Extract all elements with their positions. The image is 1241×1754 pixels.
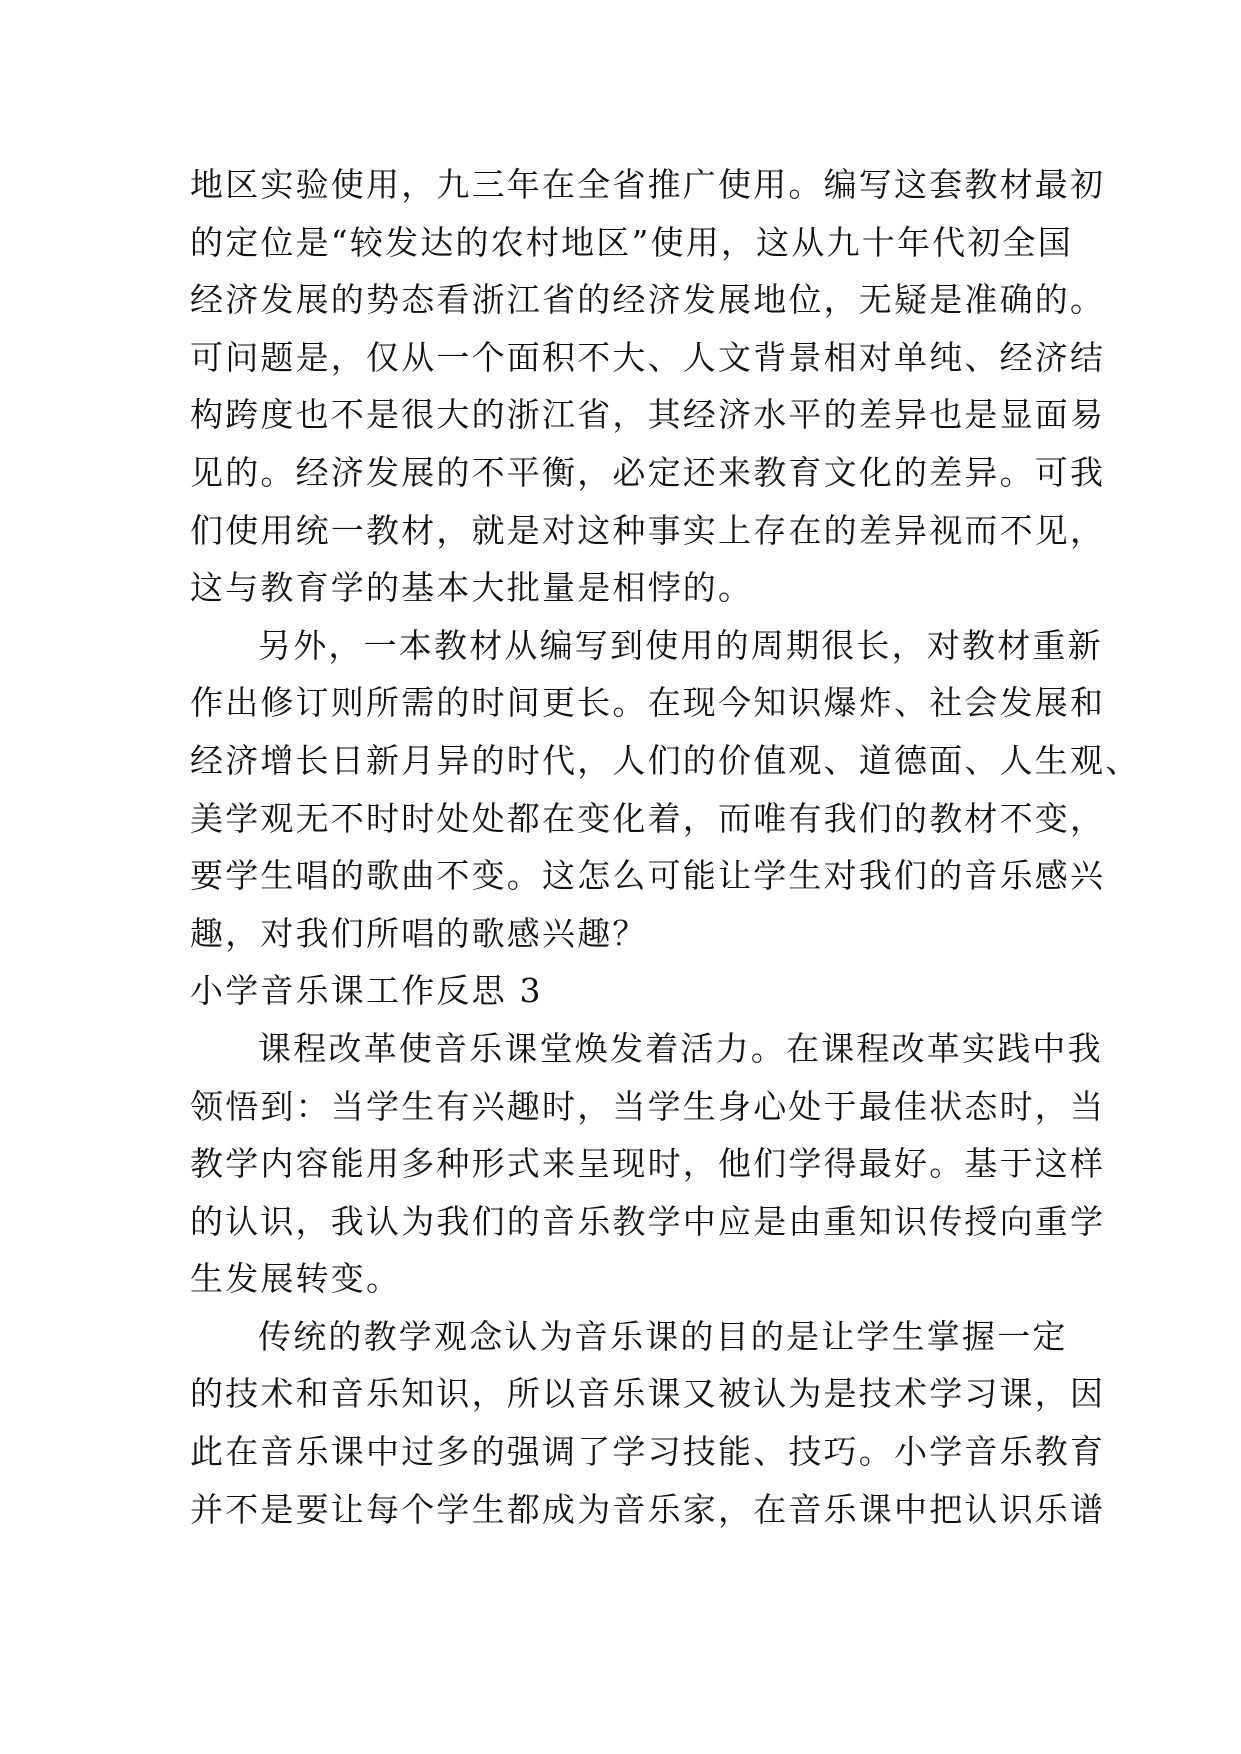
text-line: 的认识，我认为我们的音乐教学中应是由重知识传授向重学 xyxy=(190,1201,1106,1241)
paragraph-first-line: 另外，一本教材从编写到使用的周期很长，对教材重新 xyxy=(258,625,1103,665)
text-line: 这与教育学的基本大批量是相悖的。 xyxy=(190,568,754,608)
text-line: 们使用统一教材，就是对这种事实上存在的差异视而不见， xyxy=(190,510,1106,550)
text-line: 构跨度也不是很大的浙江省，其经济水平的差异也是显面易 xyxy=(190,395,1106,435)
text-line: 并不是要让每个学生都成为音乐家，在音乐课中把认识乐谱 xyxy=(190,1489,1106,1529)
text-line: 经济发展的势态看浙江省的经济发展地位，无疑是准确的。 xyxy=(190,280,1106,320)
text-line: 作出修订则所需的时间更长。在现今知识爆炸、社会发展和 xyxy=(190,683,1106,723)
document-body xyxy=(190,156,1141,1538)
text-line: 趣，对我们所唱的歌感兴趣？ xyxy=(190,913,648,953)
text-line: 领悟到：当学生有兴趣时，当学生身心处于最佳状态时，当 xyxy=(190,1086,1106,1126)
text-line: 此在音乐课中过多的强调了学习技能、技巧。小学音乐教育 xyxy=(190,1432,1106,1472)
text-line: 的定位是“较发达的农村地区”使用，这从九十年代初全国 xyxy=(190,222,1073,262)
section-heading: 小学音乐课工作反思 3 xyxy=(190,971,543,1011)
text-line: 地区实验使用，九三年在全省推广使用。编写这套教材最初 xyxy=(190,165,1106,204)
text-line: 见的。经济发展的不平衡，必定还来教育文化的差异。可我 xyxy=(190,452,1106,492)
text-line: 生发展转变。 xyxy=(190,1259,402,1299)
paragraph-first-line: 课程改革使音乐课堂焕发着活力。在课程改革实践中我 xyxy=(258,1028,1103,1068)
text-line: 经济增长日新月异的时代，人们的价值观、道德面、人生观、 xyxy=(190,740,1141,780)
text-line: 的技术和音乐知识，所以音乐课又被认为是技术学习课，因 xyxy=(190,1374,1106,1414)
text-line: 教学内容能用多种形式来呈现时，他们学得最好。基于这样 xyxy=(190,1144,1106,1184)
text-line: 美学观无不时时处处都在变化着，而唯有我们的教材不变， xyxy=(190,798,1106,838)
text-line: 要学生唱的歌曲不变。这怎么可能让学生对我们的音乐感兴 xyxy=(190,856,1106,896)
text-line: 可问题是，仅从一个面积不大、人文背景相对单纯、经济结 xyxy=(190,337,1106,377)
paragraph-first-line: 传统的教学观念认为音乐课的目的是让学生掌握一定 xyxy=(258,1316,1068,1356)
